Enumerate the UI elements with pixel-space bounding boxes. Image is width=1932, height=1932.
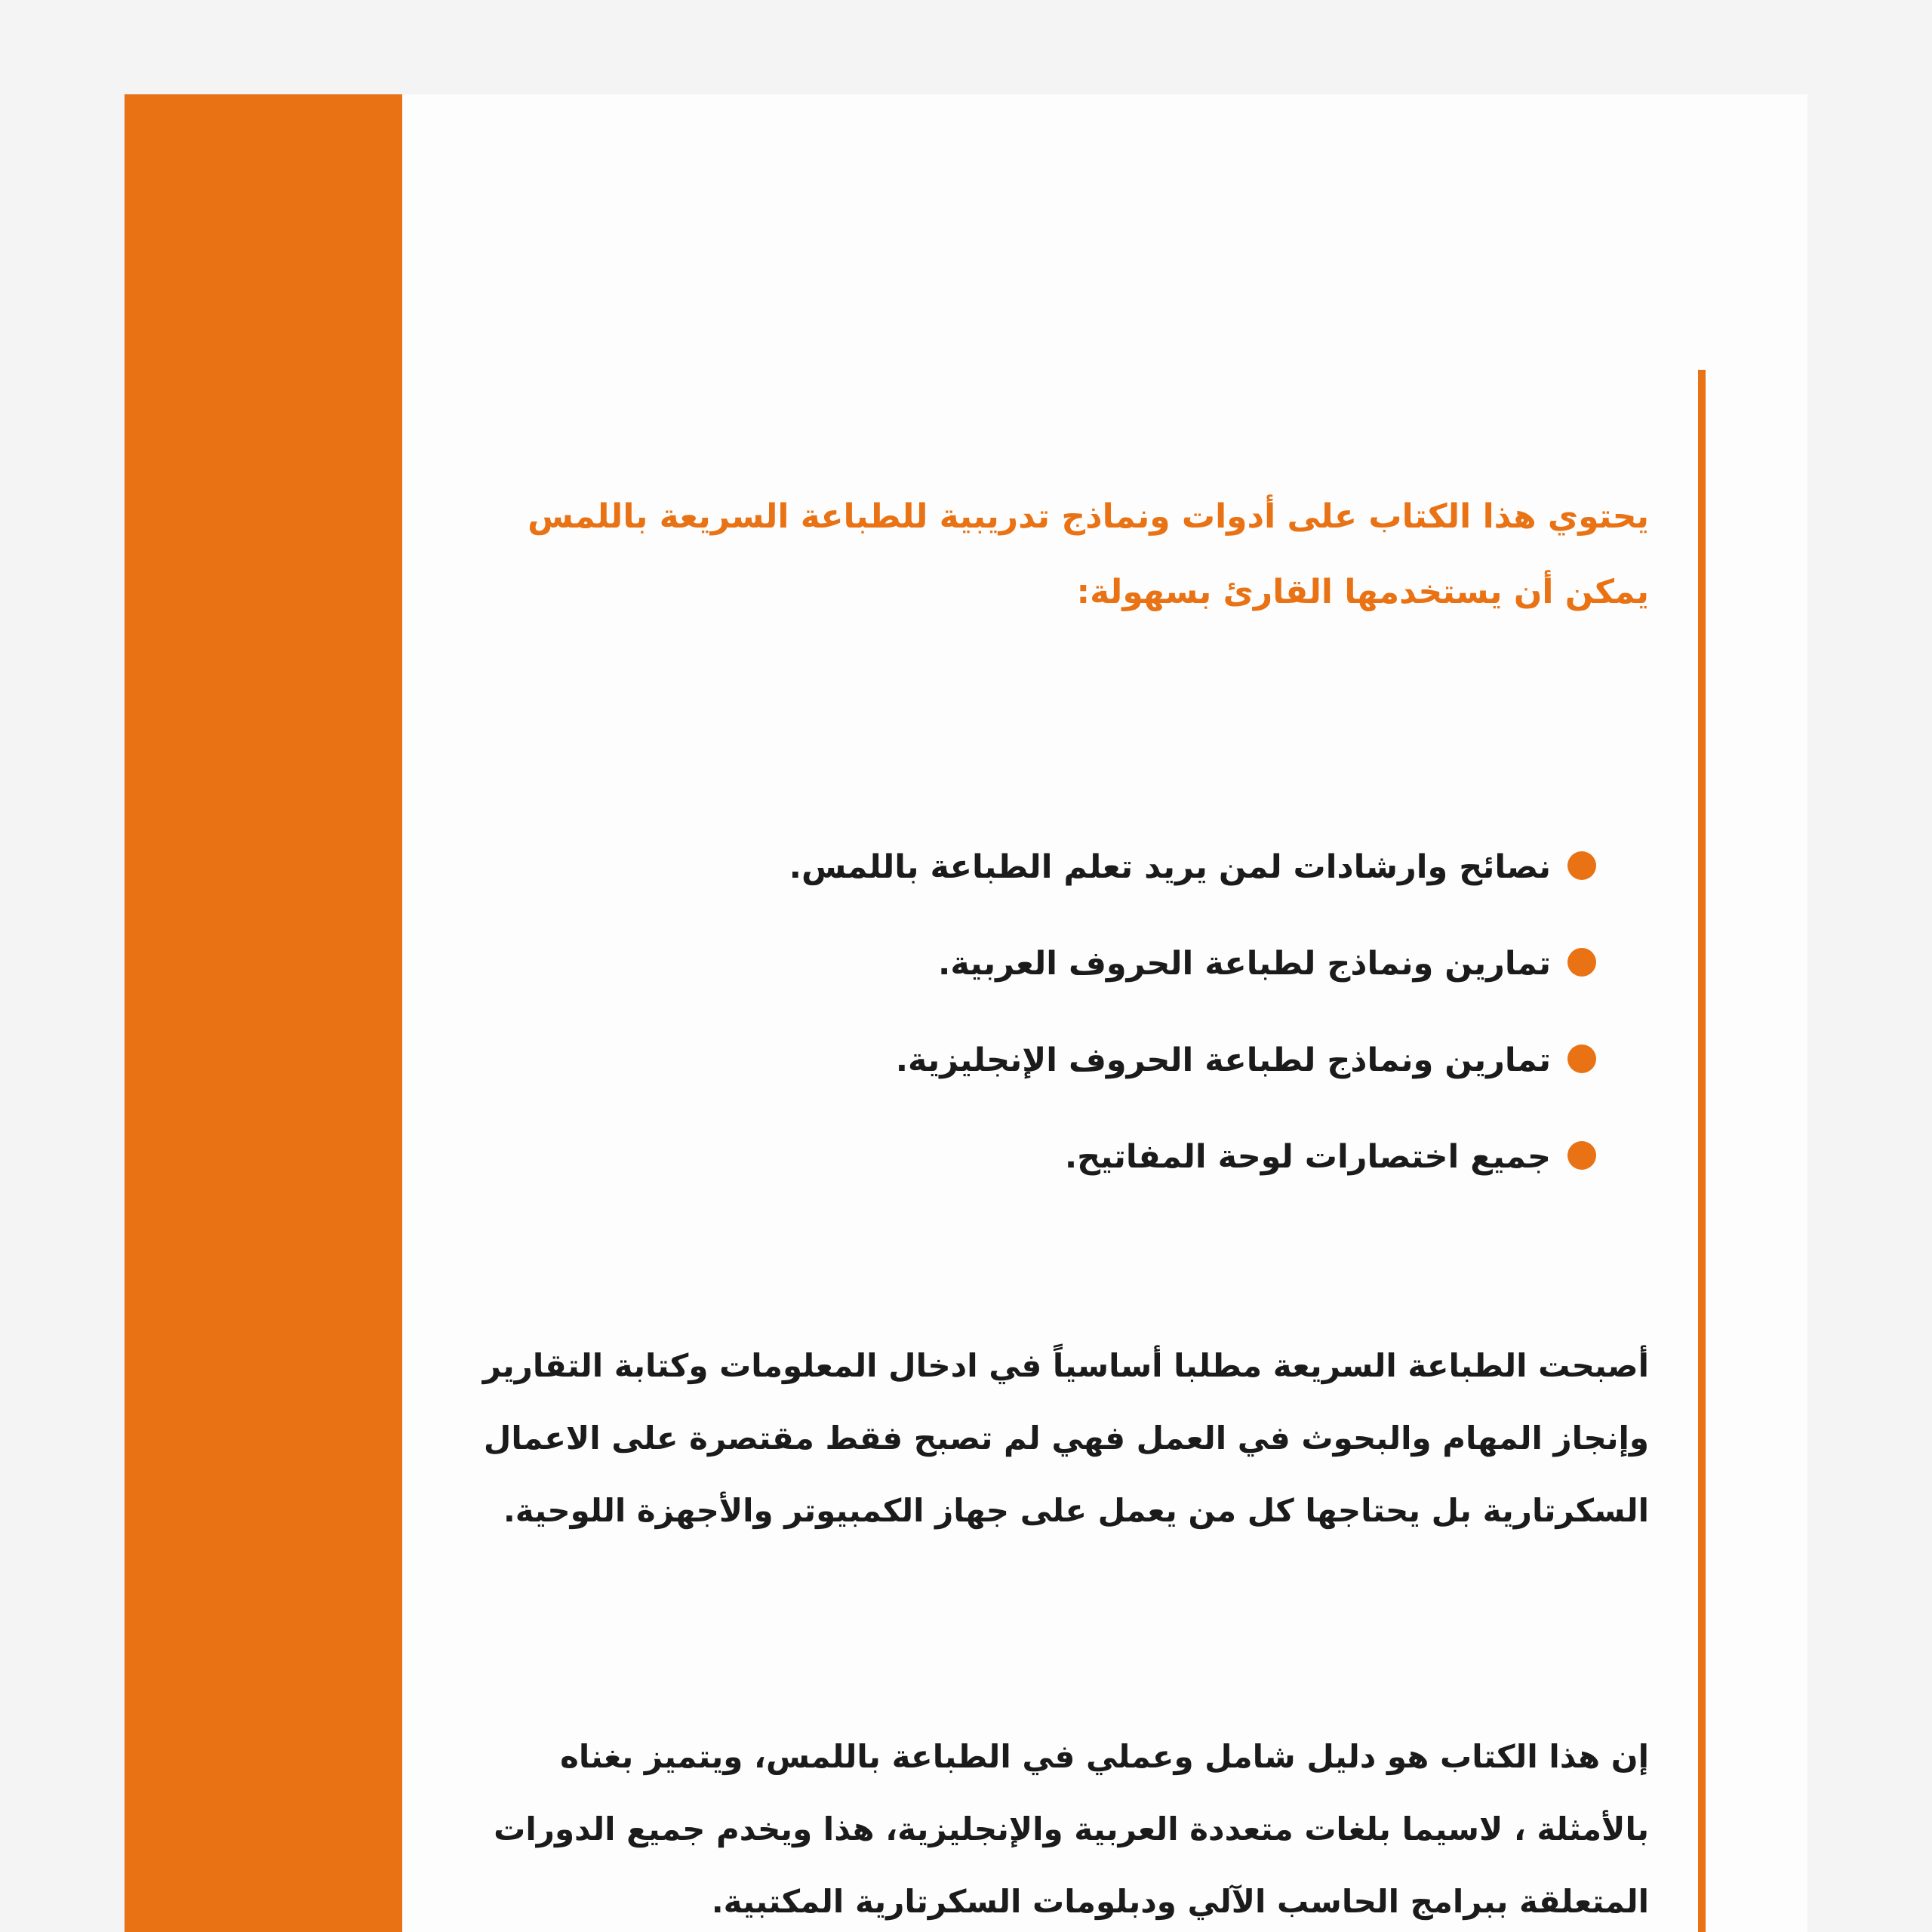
paragraph-line: المتعلقة ببرامج الحاسب الآلي ودبلومات السكرتارية المكتبية. bbox=[711, 1883, 1649, 1920]
feature-item bbox=[789, 819, 1551, 915]
intro-heading bbox=[487, 479, 1649, 630]
document-page bbox=[125, 94, 1807, 1932]
feature-text: تمارين ونماذج لطباعة الحروف الإنجليزية. bbox=[895, 1041, 1551, 1079]
paragraph-line: السكرتارية بل يحتاجها كل من يعمل على جهاز الكمبيوتر والأجهزة اللوحية. bbox=[503, 1492, 1649, 1529]
paragraph-line: وإنجاز المهام والبحوث في العمل فهي لم تصبح فقط مقتصرة على الاعمال bbox=[483, 1420, 1649, 1457]
bullet-dot-icon bbox=[1567, 851, 1596, 880]
paragraph-book-description bbox=[457, 1721, 1649, 1932]
feature-list bbox=[789, 819, 1551, 1205]
paragraph-line: إن هذا الكتاب هو دليل شامل وعملي في الطباعة باللمس، ويتميز بغناه bbox=[560, 1738, 1649, 1775]
orange-side-band bbox=[125, 94, 402, 1932]
intro-line: يمكن أن يستخدمها القارئ بسهولة: bbox=[1076, 573, 1649, 611]
bullet-dot-icon bbox=[1567, 1044, 1596, 1073]
orange-vertical-rule bbox=[1698, 370, 1706, 1932]
paragraph-typing-importance bbox=[457, 1330, 1649, 1547]
feature-item bbox=[789, 1012, 1551, 1109]
feature-text: تمارين ونماذج لطباعة الحروف العربية. bbox=[937, 945, 1551, 983]
feature-item bbox=[789, 1109, 1551, 1205]
feature-item bbox=[789, 915, 1551, 1012]
feature-text: نصائح وارشادات لمن يريد تعلم الطباعة باللمس. bbox=[789, 848, 1551, 886]
intro-line: يحتوي هذا الكتاب على أدوات ونماذج تدريبية للطباعة السريعة باللمس bbox=[528, 497, 1649, 536]
bullet-dot-icon bbox=[1567, 948, 1596, 977]
paragraph-line: أصبحت الطباعة السريعة مطلبا أساسياً في ادخال المعلومات وكتابة التقارير bbox=[482, 1347, 1649, 1384]
paragraph-line: بالأمثلة ، لاسيما بلغات متعددة العربية والإنجليزية، هذا ويخدم جميع الدورات bbox=[494, 1810, 1649, 1847]
bullet-dot-icon bbox=[1567, 1141, 1596, 1170]
feature-text: جميع اختصارات لوحة المفاتيح. bbox=[1064, 1138, 1551, 1176]
